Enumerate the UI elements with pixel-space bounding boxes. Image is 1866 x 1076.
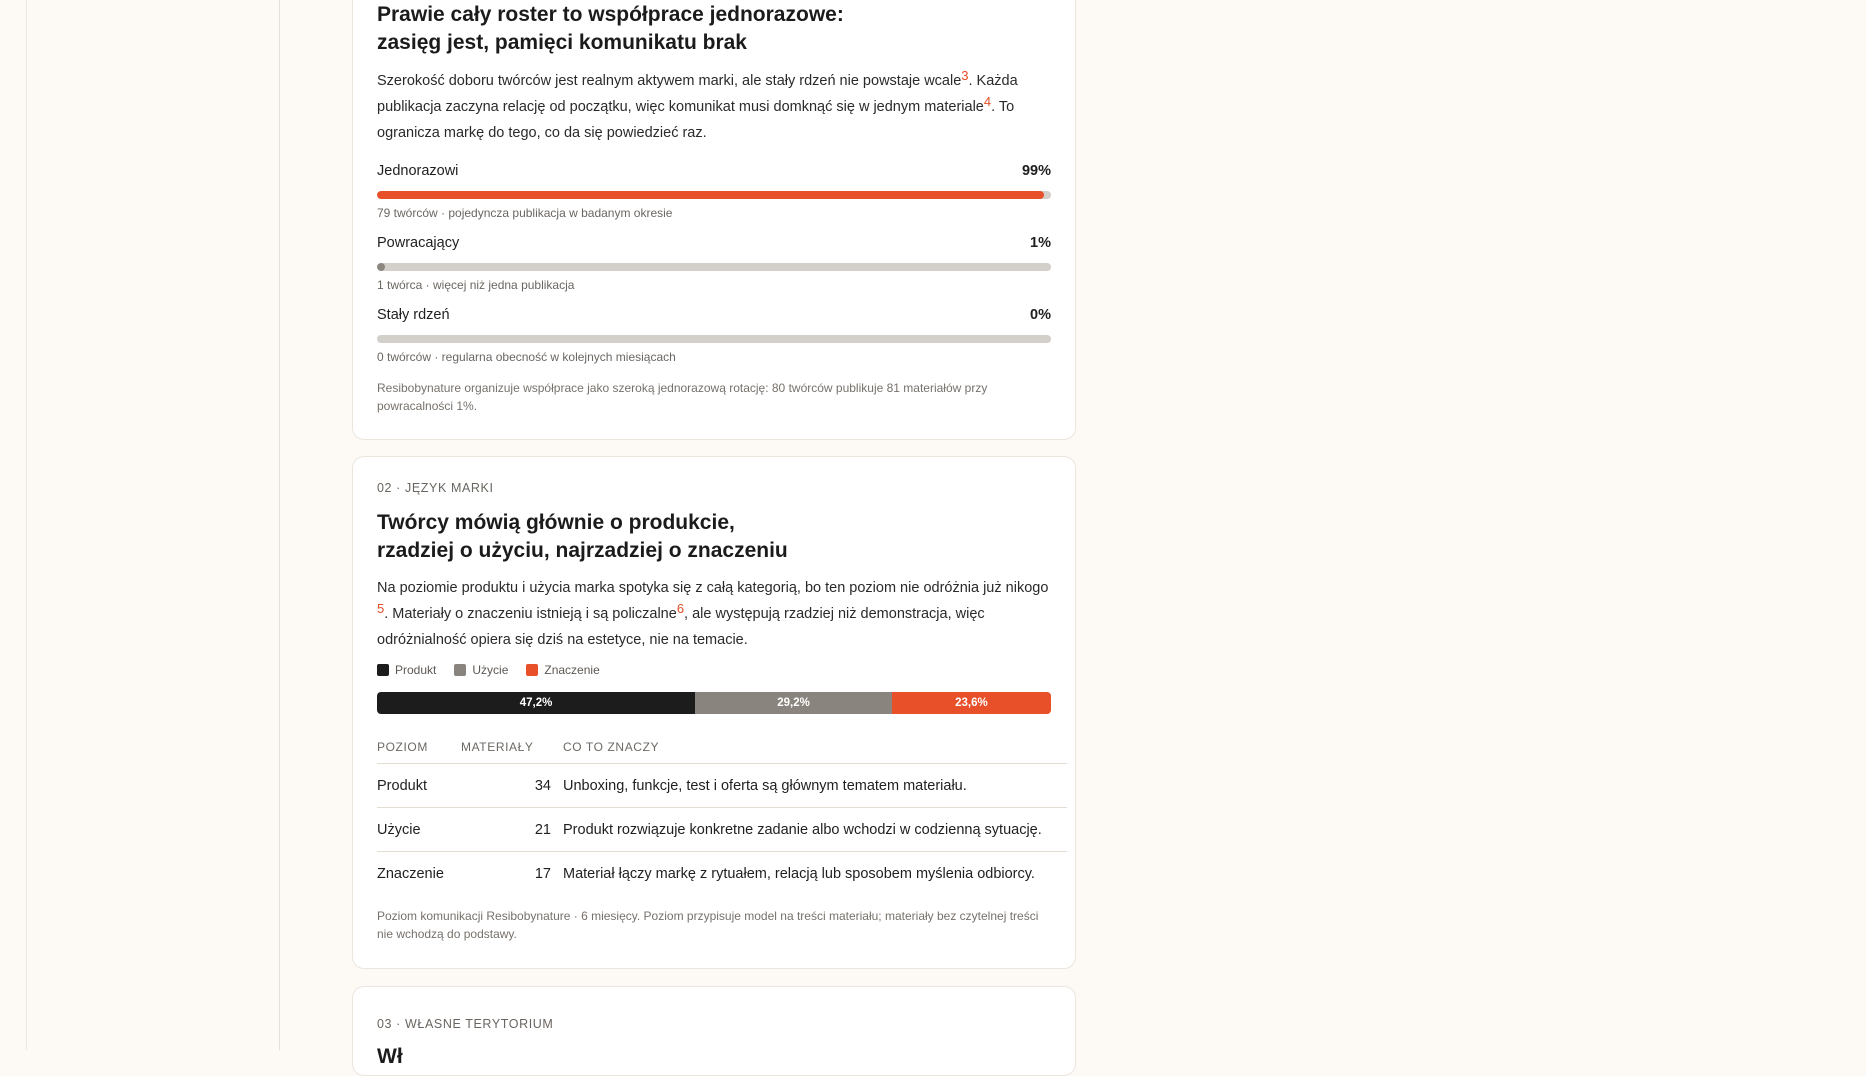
section-brand-language-card	[352, 456, 1076, 969]
stacked-bar-segment-meaning: 23,6%	[892, 692, 1051, 714]
section-title	[377, 1, 1017, 57]
legend-label: Znaczenie	[544, 663, 600, 677]
section-paragraph	[377, 575, 1057, 653]
cell-level: Produkt	[377, 764, 461, 808]
metric-label: Stały rdzeń	[377, 307, 450, 323]
metric-label: Jednorazowi	[377, 163, 459, 179]
section-footnote-text: Poziom komunikacji Resibobynature · 6 miesięcy. Poziom przypisuje model na treści materiału; materiały bez czytelnej treści nie wchodzą do podstawy.	[377, 909, 1039, 941]
table-header-row	[377, 731, 1067, 764]
table-row	[377, 808, 1067, 852]
metric-percent: 1%	[1030, 235, 1051, 251]
progress-bar-track	[377, 263, 1051, 271]
column-header-meaning: CO TO ZNACZY	[563, 731, 1067, 764]
section-own-territory-card	[352, 986, 1076, 1076]
cell-count: 34	[461, 764, 563, 808]
section-title-line-2: rzadziej o użyciu, najrzadziej o znaczeniu	[377, 539, 788, 562]
stacked-share-bar	[377, 692, 1051, 714]
metric-one-time	[377, 163, 1051, 220]
cell-description: Materiał łączy markę z rytuałem, relacją lub sposobem myślenia odbiorcy.	[563, 865, 1035, 882]
section-title: Wł	[377, 1045, 403, 1068]
paragraph-text: . To ogranicza markę do tego, co da się powiedzieć raz.	[377, 99, 1015, 141]
legend-item-use	[454, 663, 508, 677]
section-title	[377, 509, 1017, 565]
communication-level-table	[377, 731, 1067, 895]
metric-returning	[377, 235, 1051, 292]
metric-label: Powracający	[377, 235, 460, 251]
legend-swatch	[377, 664, 389, 676]
left-sidebar-panel	[26, 0, 280, 1050]
chart-legend	[377, 663, 600, 677]
legend-swatch	[526, 664, 538, 676]
column-header-materials: MATERIAŁY	[461, 731, 563, 764]
table-row	[377, 764, 1067, 808]
footnote-link[interactable]: 5	[377, 601, 385, 616]
footnote-link[interactable]: 3	[961, 68, 969, 83]
paragraph-text: . Materiały o znaczeniu istnieją i są policzalne	[384, 606, 677, 622]
cell-level: Użycie	[377, 808, 461, 852]
section-roster-card	[352, 0, 1076, 440]
cell-description: Produkt rozwiązuje konkretne zadanie albo wchodzi w codzienną sytuację.	[563, 808, 1067, 852]
metric-caption: 0 twórców · regularna obecność w kolejnych miesiącach	[377, 350, 676, 364]
metric-caption: 79 twórców · pojedyncza publikacja w badanym okresie	[377, 206, 673, 220]
stacked-bar-segment-product: 47,2%	[377, 692, 695, 714]
legend-label: Użycie	[472, 663, 509, 677]
stacked-bar-segment-use: 29,2%	[695, 692, 892, 714]
legend-item-meaning	[526, 663, 599, 677]
section-title-line-2: zasięg jest, pamięci komunikatu brak	[377, 31, 747, 54]
section-title-line-1: Prawie cały roster to współprace jednorazowe:	[377, 3, 844, 26]
cell-count: 21	[461, 808, 563, 852]
paragraph-text: Szerokość doboru twórców jest realnym aktywem marki, ale stały rdzeń nie powstaje wcale	[377, 73, 962, 89]
paragraph-text: , ale występują rzadziej niż demonstracja, więc odróżnialność opiera się dziś na estetyce, nie na temacie.	[377, 606, 985, 648]
section-paragraph	[377, 68, 1057, 146]
metric-percent: 0%	[1030, 307, 1051, 323]
footnote-link[interactable]: 6	[676, 601, 685, 616]
table-row	[377, 852, 1067, 896]
footnote-link[interactable]: 4	[983, 94, 992, 109]
section-eyebrow: 02 · JĘZYK MARKI	[377, 481, 494, 495]
cell-level: Znaczenie	[377, 865, 444, 882]
progress-bar-fill	[377, 191, 1044, 199]
metric-caption: 1 twórca · więcej niż jedna publikacja	[377, 278, 575, 292]
section-title-line-1: Twórcy mówią głównie o produkcie,	[377, 511, 735, 534]
cell-count: 17	[534, 865, 551, 882]
section-eyebrow: 03 · WŁASNE TERYTORIUM	[377, 1017, 554, 1031]
progress-bar-fill	[377, 263, 385, 271]
cell-description: Unboxing, funkcje, test i oferta są głównym tematem materiału.	[563, 764, 1067, 808]
metric-core	[377, 307, 1051, 364]
metric-percent: 99%	[1021, 163, 1051, 179]
legend-label: Produkt	[395, 663, 437, 677]
column-header-level: POZIOM	[377, 731, 461, 764]
legend-item-product	[377, 663, 436, 677]
progress-bar-track	[377, 191, 1051, 199]
paragraph-text: . Każda publikacja zaczyna relację od początku, więc komunikat musi domknąć się w jednym materiale	[377, 73, 1018, 115]
paragraph-text: Na poziomie produktu i użycia marka spotyka się z całą kategorią, bo ten poziom nie odróżnia już nikogo	[377, 580, 1049, 596]
section-footnote-text: Resibobynature organizuje współprace jako szeroką jednorazową rotację: 80 twórców publikuje 81 materiałów przy powracalności 1%.	[377, 381, 988, 413]
legend-swatch	[454, 664, 466, 676]
progress-bar-track	[377, 335, 1051, 343]
